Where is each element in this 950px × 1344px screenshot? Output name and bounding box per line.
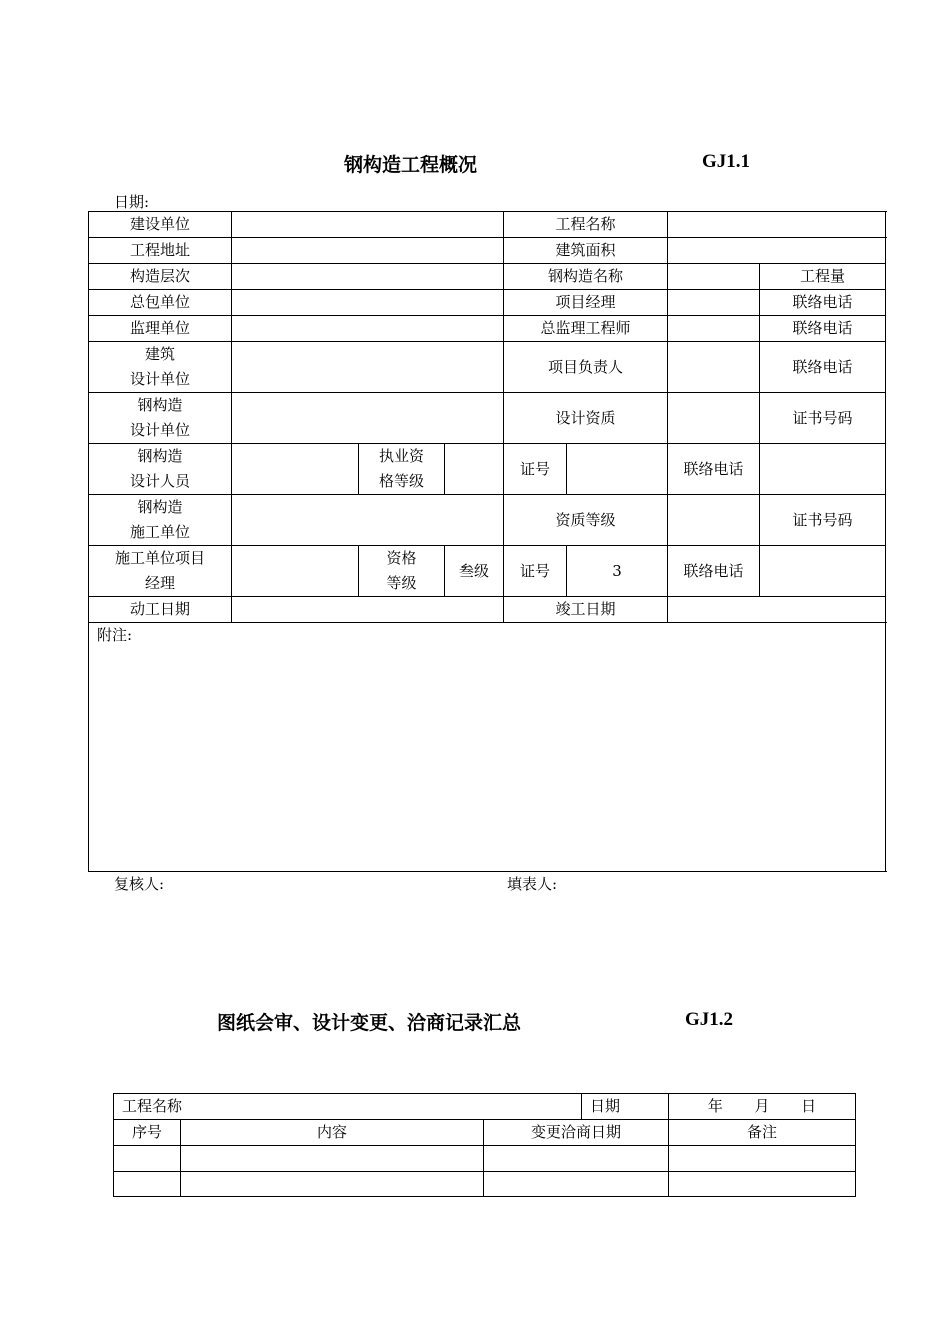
label-lianluo-dianhua: 联络电话 (668, 546, 760, 597)
label-jungong-riqi: 竣工日期 (504, 597, 668, 623)
label-lianluo-dianhua: 联络电话 (668, 444, 760, 495)
form1-title: 钢构造工程概况 (344, 154, 478, 176)
value-lianluo-dianhua[interactable] (760, 444, 886, 495)
cell-beizhu[interactable] (669, 1172, 856, 1197)
value-zhenghao[interactable] (567, 444, 668, 495)
label-gouzao-cengci: 构造层次 (89, 264, 232, 290)
project-name-label: 工程名称 (114, 1094, 582, 1120)
label-zhiye-zige (359, 444, 445, 495)
value-dongong-riqi[interactable] (232, 597, 504, 623)
label-line: 格等级 (378, 472, 424, 490)
form1-date-label: 日期: (114, 193, 150, 211)
label-gg-shigong-danwei (89, 495, 232, 546)
col-header-xuhao: 序号 (114, 1120, 181, 1146)
label-line: 设计人员 (129, 472, 190, 490)
value-zhenghao[interactable]: 3 (567, 546, 668, 597)
value-gg-shigong-danwei[interactable] (232, 495, 504, 546)
day-label: 日 (801, 1097, 817, 1115)
col-header-riqi: 变更洽商日期 (484, 1120, 669, 1146)
value-gongcheng-mingcheng[interactable] (668, 212, 886, 238)
value-sg-xiangmu-jingli[interactable] (232, 546, 359, 597)
label-line: 钢构造 (137, 396, 183, 414)
cell-neirong[interactable] (181, 1146, 484, 1172)
label-dongong-riqi: 动工日期 (89, 597, 232, 623)
label-zongbao-danwei: 总包单位 (89, 290, 232, 316)
label-jianshe-danwei: 建设单位 (89, 212, 232, 238)
value-zhiye-zige[interactable] (445, 444, 504, 495)
date-label: 日期 (582, 1094, 669, 1120)
cell-riqi[interactable] (484, 1146, 669, 1172)
label-zhengshu-haoma: 证书号码 (760, 495, 886, 546)
value-zige-dengji[interactable]: 叁级 (445, 546, 504, 597)
label-line: 资格 (386, 549, 417, 567)
value-jianshe-danwei[interactable] (232, 212, 504, 238)
label-line: 等级 (386, 574, 417, 592)
label-line: 建筑 (144, 345, 175, 363)
value-xiangmu-jingli[interactable] (668, 290, 760, 316)
value-gongcheng-dizhi[interactable] (232, 238, 504, 264)
value-ganggouzao-mingcheng[interactable] (668, 264, 760, 290)
label-ganggouzao-mingcheng: 钢构造名称 (504, 264, 668, 290)
label-line: 施工单位项目 (114, 549, 205, 567)
label-line: 施工单位 (129, 523, 190, 541)
label-lianluo-dianhua: 联络电话 (760, 342, 886, 393)
label-jianli-danwei: 监理单位 (89, 316, 232, 342)
value-gouzao-cengci[interactable] (232, 264, 504, 290)
value-zongjianli-gongchengshi[interactable] (668, 316, 760, 342)
label-xiangmu-jingli: 项目经理 (504, 290, 668, 316)
value-jianzhu-sheji-danwei[interactable] (232, 342, 504, 393)
label-gongcheng-mingcheng: 工程名称 (504, 212, 668, 238)
label-xiangmu-fuzeren: 项目负责人 (504, 342, 668, 393)
value-xiangmu-fuzeren[interactable] (668, 342, 760, 393)
cell-riqi[interactable] (484, 1172, 669, 1197)
value-gg-sheji-renyuan[interactable] (232, 444, 359, 495)
form2-code: GJ1.2 (685, 1009, 734, 1030)
cell-xuhao[interactable] (114, 1172, 181, 1197)
label-sheji-zizhi: 设计资质 (504, 393, 668, 444)
table-row (114, 1172, 856, 1197)
col-header-neirong: 内容 (181, 1120, 484, 1146)
label-zizhi-dengji: 资质等级 (504, 495, 668, 546)
value-gg-sheji-danwei[interactable] (232, 393, 504, 444)
value-zongbao-danwei[interactable] (232, 290, 504, 316)
label-gongcheng-dizhi: 工程地址 (89, 238, 232, 264)
year-label: 年 (707, 1097, 723, 1115)
label-lianluo-dianhua: 联络电话 (760, 316, 886, 342)
cell-xuhao[interactable] (114, 1146, 181, 1172)
label-gg-sheji-danwei (89, 393, 232, 444)
label-gg-sheji-renyuan (89, 444, 232, 495)
label-jianzhu-mianji: 建筑面积 (504, 238, 668, 264)
label-zongjianli-gongchengshi: 总监理工程师 (504, 316, 668, 342)
label-line: 钢构造 (137, 447, 183, 465)
label-gongchengliang: 工程量 (760, 264, 886, 290)
reviewer-label: 复核人: (114, 875, 165, 893)
form1-code: GJ1.1 (702, 151, 751, 172)
label-line: 经理 (144, 574, 175, 592)
value-jungong-riqi[interactable] (668, 597, 886, 623)
label-zige-dengji (359, 546, 445, 597)
change-record-table (113, 1093, 856, 1197)
label-zhenghao: 证号 (504, 444, 567, 495)
label-sg-xiangmu-jingli (89, 546, 232, 597)
label-line: 设计单位 (129, 421, 190, 439)
cell-neirong[interactable] (181, 1172, 484, 1197)
form2-title: 图纸会审、设计变更、洽商记录汇总 (217, 1012, 522, 1034)
value-jianzhu-mianji[interactable] (668, 238, 886, 264)
remarks-area[interactable] (89, 623, 886, 872)
label-line: 设计单位 (129, 370, 190, 388)
label-zhenghao: 证号 (504, 546, 567, 597)
col-header-beizhu: 备注 (669, 1120, 856, 1146)
month-label: 月 (754, 1097, 770, 1115)
filler-label: 填表人: (507, 875, 558, 893)
remarks-label: 附注: (97, 626, 133, 644)
value-lianluo-dianhua[interactable] (760, 546, 886, 597)
value-sheji-zizhi[interactable] (668, 393, 760, 444)
project-overview-table (88, 211, 886, 872)
date-value[interactable] (669, 1094, 856, 1120)
value-zizhi-dengji[interactable] (668, 495, 760, 546)
label-lianluo-dianhua: 联络电话 (760, 290, 886, 316)
label-zhengshu-haoma: 证书号码 (760, 393, 886, 444)
value-jianli-danwei[interactable] (232, 316, 504, 342)
table-row (114, 1146, 856, 1172)
label-jianzhu-sheji-danwei (89, 342, 232, 393)
cell-beizhu[interactable] (669, 1146, 856, 1172)
label-line: 执业资 (378, 447, 424, 465)
label-line: 钢构造 (137, 498, 183, 516)
